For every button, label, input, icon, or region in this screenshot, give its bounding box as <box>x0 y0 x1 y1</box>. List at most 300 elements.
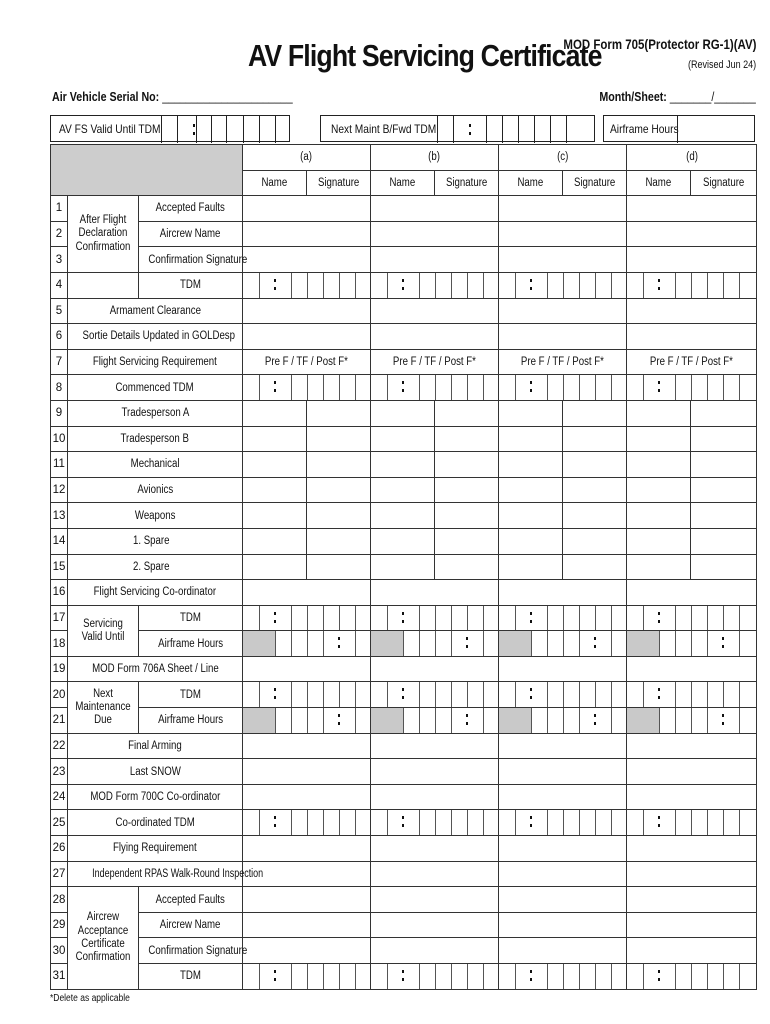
entry-cell[interactable] <box>563 503 627 529</box>
entry-cell[interactable] <box>243 221 371 247</box>
next-maint-label: Next Maint B/Fwd TDM <box>331 122 437 136</box>
table-row <box>51 938 757 964</box>
row-label: TDM <box>139 964 243 990</box>
row-number: 6 <box>51 324 68 350</box>
row-number: 7 <box>51 349 68 375</box>
entry-cell[interactable] <box>243 938 371 964</box>
entry-cell[interactable] <box>435 528 499 554</box>
entry-cell[interactable] <box>243 759 371 785</box>
hours-digit-boxes <box>627 631 756 656</box>
entry-cell[interactable] <box>691 528 757 554</box>
tdm-digit-boxes <box>243 682 370 707</box>
row-label: Accepted Faults <box>139 887 243 913</box>
entry-cell[interactable] <box>627 733 757 759</box>
tdm-entry[interactable] <box>627 272 757 298</box>
entry-cell[interactable] <box>307 528 371 554</box>
tdm-entry[interactable] <box>243 272 371 298</box>
top-info-bar <box>50 115 755 143</box>
row-number: 4 <box>51 272 68 298</box>
entry-cell[interactable] <box>627 221 757 247</box>
entry-cell[interactable] <box>243 656 371 682</box>
servicing-valid-until-label: Servicing Valid Until <box>68 605 139 656</box>
entry-cell[interactable] <box>243 554 307 580</box>
row-label: Flight Servicing Requirement <box>68 349 243 375</box>
entry-cell[interactable] <box>499 503 563 529</box>
entry-cell[interactable] <box>243 784 371 810</box>
tdm-entry[interactable] <box>499 964 627 990</box>
row-number: 12 <box>51 477 68 503</box>
entry-cell[interactable] <box>627 196 757 222</box>
next-maintenance-due-label: Next Maintenance Due <box>68 682 139 733</box>
entry-cell[interactable] <box>627 400 691 426</box>
name-header: Name <box>371 170 435 196</box>
row-number: 13 <box>51 503 68 529</box>
entry-cell[interactable] <box>307 477 371 503</box>
entry-cell[interactable] <box>307 503 371 529</box>
row-label: Confirmation Signature <box>139 247 243 273</box>
tdm-entry[interactable] <box>627 605 757 631</box>
entry-cell[interactable] <box>627 503 691 529</box>
tdm-entry[interactable] <box>243 964 371 990</box>
tdm-entry[interactable] <box>499 375 627 401</box>
tdm-cell-divider <box>226 116 227 143</box>
entry-cell[interactable] <box>499 477 563 503</box>
entry-cell[interactable] <box>563 426 627 452</box>
month-sheet-field[interactable] <box>600 89 756 104</box>
footnote: *Delete as applicable <box>50 993 130 1004</box>
tdm-digit-boxes <box>499 273 626 298</box>
row-number: 22 <box>51 733 68 759</box>
entry-cell[interactable] <box>243 247 371 273</box>
entry-cell[interactable] <box>371 656 499 682</box>
table-row <box>51 247 757 273</box>
row-number: 19 <box>51 656 68 682</box>
entry-cell[interactable] <box>371 452 435 478</box>
entry-cell[interactable] <box>371 759 499 785</box>
hours-digit-boxes <box>627 708 756 733</box>
table-row <box>51 656 757 682</box>
airframe-hours-divider <box>677 116 678 143</box>
entry-cell[interactable] <box>499 400 563 426</box>
row-label: Aircrew Name <box>139 912 243 938</box>
row-label: Confirmation Signature <box>139 938 243 964</box>
entry-cell[interactable] <box>499 836 627 862</box>
entry-cell[interactable] <box>243 400 307 426</box>
table-row <box>51 400 757 426</box>
entry-cell[interactable] <box>371 887 499 913</box>
row-number: 25 <box>51 810 68 836</box>
header-blank-cell <box>51 145 243 196</box>
entry-cell[interactable] <box>627 298 757 324</box>
revision-date: (Revised Jun 24) <box>687 59 756 71</box>
hours-entry[interactable] <box>371 708 499 734</box>
entry-cell[interactable] <box>499 861 627 887</box>
tdm-digit-boxes <box>499 682 626 707</box>
hours-digit-boxes <box>371 708 498 733</box>
table-row <box>51 810 757 836</box>
hours-entry[interactable] <box>243 708 371 734</box>
row-label: Final Arming <box>68 733 243 759</box>
entry-cell[interactable] <box>563 477 627 503</box>
table-row <box>51 784 757 810</box>
row-label: TDM <box>139 605 243 631</box>
tdm-cell-divider <box>211 116 212 143</box>
tdm-cell-divider <box>486 116 487 143</box>
entry-cell[interactable] <box>243 836 371 862</box>
row-number: 9 <box>51 400 68 426</box>
row-number: 30 <box>51 938 68 964</box>
entry-cell[interactable] <box>627 452 691 478</box>
entry-cell[interactable] <box>627 554 691 580</box>
fs-valid-label: AV FS Valid Until TDM <box>59 122 161 136</box>
month-sheet-label: Month/Sheet: <box>599 89 668 104</box>
entry-cell[interactable] <box>371 503 435 529</box>
name-header: Name <box>627 170 691 196</box>
tdm-digit-boxes <box>371 682 498 707</box>
table-row <box>51 887 757 913</box>
entry-cell[interactable] <box>627 528 691 554</box>
row-label: Mechanical <box>68 452 243 478</box>
entry-cell[interactable] <box>499 938 627 964</box>
hours-entry[interactable] <box>371 631 499 657</box>
tdm-entry[interactable] <box>627 682 757 708</box>
entry-cell[interactable] <box>371 324 499 350</box>
entry-cell[interactable] <box>435 426 499 452</box>
entry-cell[interactable] <box>627 759 757 785</box>
row-label: Co-ordinated TDM <box>68 810 243 836</box>
entry-cell[interactable] <box>691 400 757 426</box>
tdm-cell-divider <box>259 116 260 143</box>
tdm-digit-boxes <box>627 682 756 707</box>
row-number: 21 <box>51 708 68 734</box>
entry-cell[interactable] <box>627 784 757 810</box>
entry-cell[interactable] <box>499 452 563 478</box>
aircrew-acceptance-label: Aircrew Acceptance Certificate Confirmation <box>68 887 139 989</box>
tdm-entry[interactable] <box>371 682 499 708</box>
row-label: TDM <box>139 682 243 708</box>
hours-entry[interactable] <box>499 631 627 657</box>
tdm-entry[interactable] <box>371 964 499 990</box>
entry-cell[interactable] <box>691 452 757 478</box>
row-label: 2. Spare <box>68 554 243 580</box>
entry-cell[interactable] <box>435 452 499 478</box>
entry-cell[interactable] <box>691 426 757 452</box>
entry-cell[interactable] <box>371 298 499 324</box>
row-label: Avionics <box>68 477 243 503</box>
entry-cell[interactable] <box>243 477 307 503</box>
entry-cell[interactable] <box>307 426 371 452</box>
name-header: Name <box>243 170 307 196</box>
tdm-digit-boxes <box>371 375 498 400</box>
column-group-d: (d) <box>627 145 757 171</box>
entry-cell[interactable] <box>499 656 627 682</box>
entry-cell[interactable] <box>499 426 563 452</box>
entry-cell[interactable] <box>243 528 307 554</box>
entry-cell[interactable] <box>563 400 627 426</box>
table-row <box>51 554 757 580</box>
column-group-a: (a) <box>243 145 371 171</box>
tdm-entry[interactable] <box>243 682 371 708</box>
table-row <box>51 503 757 529</box>
entry-cell[interactable] <box>627 656 757 682</box>
form-title: AV Flight Servicing Certificate <box>248 38 602 73</box>
row-label: Armament Clearance <box>68 298 243 324</box>
entry-cell[interactable] <box>435 400 499 426</box>
entry-cell[interactable] <box>499 759 627 785</box>
entry-cell[interactable] <box>307 452 371 478</box>
entry-cell[interactable] <box>435 554 499 580</box>
hours-entry[interactable] <box>499 708 627 734</box>
signature-header: Signature <box>307 170 371 196</box>
entry-cell[interactable] <box>499 554 563 580</box>
entry-cell[interactable] <box>627 912 757 938</box>
tdm-cell-divider <box>550 116 551 143</box>
table-row <box>51 708 757 734</box>
entry-cell[interactable] <box>371 912 499 938</box>
tdm-entry[interactable] <box>243 810 371 836</box>
table-row <box>51 912 757 938</box>
tdm-cell-divider <box>566 116 567 143</box>
tdm-entry[interactable] <box>499 682 627 708</box>
signature-header: Signature <box>691 170 757 196</box>
servicing-table <box>50 144 757 990</box>
tdm-cell-divider <box>453 116 454 143</box>
tdm-entry[interactable] <box>499 605 627 631</box>
row-label: Flight Servicing Co-ordinator <box>68 580 243 606</box>
entry-cell[interactable] <box>627 861 757 887</box>
entry-cell[interactable] <box>371 400 435 426</box>
hours-entry[interactable] <box>627 631 757 657</box>
entry-cell[interactable] <box>371 221 499 247</box>
entry-cell[interactable] <box>691 554 757 580</box>
hours-entry[interactable] <box>627 708 757 734</box>
row-label: Last SNOW <box>68 759 243 785</box>
row-label: 1. Spare <box>68 528 243 554</box>
entry-cell[interactable] <box>691 477 757 503</box>
hours-digit-boxes <box>371 631 498 656</box>
entry-cell[interactable] <box>499 247 627 273</box>
entry-cell[interactable] <box>627 426 691 452</box>
row-number: 23 <box>51 759 68 785</box>
entry-cell[interactable] <box>563 554 627 580</box>
hours-entry[interactable] <box>243 631 371 657</box>
row-number: 10 <box>51 426 68 452</box>
entry-cell[interactable] <box>499 196 627 222</box>
entry-cell[interactable] <box>435 503 499 529</box>
entry-cell[interactable] <box>563 452 627 478</box>
row-number: 3 <box>51 247 68 273</box>
entry-cell[interactable] <box>371 580 499 606</box>
entry-cell[interactable] <box>243 580 371 606</box>
entry-cell[interactable] <box>499 580 627 606</box>
entry-cell[interactable] <box>243 503 307 529</box>
tdm-digit-boxes <box>627 273 756 298</box>
tdm-entry[interactable] <box>371 810 499 836</box>
entry-cell[interactable] <box>627 247 757 273</box>
tdm-entry[interactable] <box>499 810 627 836</box>
row-number: 2 <box>51 221 68 247</box>
form-number: MOD Form 705(Protector RG-1)(AV) <box>562 36 756 52</box>
entry-cell[interactable] <box>243 298 371 324</box>
tdm-digit-boxes <box>627 964 756 989</box>
airframe-hours-box[interactable] <box>603 115 755 142</box>
tdm-entry[interactable] <box>627 375 757 401</box>
name-header: Name <box>499 170 563 196</box>
entry-cell[interactable] <box>371 861 499 887</box>
tdm-entry[interactable] <box>627 964 757 990</box>
tdm-cell-divider <box>243 116 244 143</box>
row-label: Airframe Hours <box>139 631 243 657</box>
tdm-digit-boxes <box>627 606 756 631</box>
row-number: 24 <box>51 784 68 810</box>
entry-cell[interactable] <box>627 324 757 350</box>
entry-cell[interactable] <box>371 196 499 222</box>
entry-cell[interactable] <box>307 400 371 426</box>
entry-cell[interactable] <box>307 554 371 580</box>
colon-mark <box>469 132 471 135</box>
tdm-digit-boxes <box>243 606 370 631</box>
entry-cell[interactable] <box>371 784 499 810</box>
entry-cell[interactable] <box>627 887 757 913</box>
serial-field[interactable] <box>52 89 293 104</box>
entry-cell[interactable] <box>243 426 307 452</box>
servicing-type-option[interactable]: Pre F / TF / Post F* <box>627 349 757 375</box>
entry-cell[interactable] <box>371 426 435 452</box>
row-number: 28 <box>51 887 68 913</box>
entry-cell[interactable] <box>627 938 757 964</box>
tdm-digit-boxes <box>627 375 756 400</box>
tdm-cell-divider <box>534 116 535 143</box>
fs-valid-tdm-box[interactable] <box>50 115 290 142</box>
entry-cell[interactable] <box>499 733 627 759</box>
entry-cell[interactable] <box>243 452 307 478</box>
row-number: 15 <box>51 554 68 580</box>
servicing-type-option[interactable]: Pre F / TF / Post F* <box>499 349 627 375</box>
entry-cell[interactable] <box>499 784 627 810</box>
table-row <box>51 580 757 606</box>
table-row <box>51 836 757 862</box>
tdm-entry[interactable] <box>371 375 499 401</box>
table-row <box>51 528 757 554</box>
airframe-hours-label: Airframe Hours <box>610 122 679 136</box>
entry-cell[interactable] <box>243 196 371 222</box>
table-row <box>51 221 757 247</box>
row-number: 26 <box>51 836 68 862</box>
table-row <box>51 631 757 657</box>
entry-cell[interactable] <box>435 477 499 503</box>
entry-cell[interactable] <box>627 477 691 503</box>
entry-cell[interactable] <box>243 912 371 938</box>
entry-cell[interactable] <box>499 298 627 324</box>
tdm-entry[interactable] <box>371 605 499 631</box>
table-row <box>51 375 757 401</box>
month-sheet-line[interactable]: _______/_______ <box>670 89 756 104</box>
column-group-c: (c) <box>499 145 627 171</box>
entry-cell[interactable] <box>499 912 627 938</box>
entry-cell[interactable] <box>243 887 371 913</box>
tdm-entry[interactable] <box>243 605 371 631</box>
entry-cell[interactable] <box>371 554 435 580</box>
row-number: 14 <box>51 528 68 554</box>
hours-digit-boxes <box>243 631 370 656</box>
entry-cell[interactable] <box>499 221 627 247</box>
table-row <box>51 477 757 503</box>
tdm-digit-boxes <box>627 810 756 835</box>
row-label: Flying Requirement <box>68 836 243 862</box>
tdm-entry[interactable] <box>627 810 757 836</box>
header-row-groups <box>51 145 757 171</box>
row-number: 18 <box>51 631 68 657</box>
tdm-digit-boxes <box>243 810 370 835</box>
entry-cell[interactable] <box>627 836 757 862</box>
entry-cell[interactable] <box>371 836 499 862</box>
servicing-type-option[interactable]: Pre F / TF / Post F* <box>243 349 371 375</box>
table-row <box>51 426 757 452</box>
hours-digit-boxes <box>499 708 626 733</box>
entry-cell[interactable] <box>371 247 499 273</box>
entry-cell[interactable] <box>499 528 563 554</box>
table-row <box>51 605 757 631</box>
entry-cell[interactable] <box>499 887 627 913</box>
tdm-digit-boxes <box>371 964 498 989</box>
tdm-digit-boxes <box>499 810 626 835</box>
tdm-entry[interactable] <box>371 272 499 298</box>
entry-cell[interactable] <box>691 503 757 529</box>
tdm-cell-divider <box>437 116 438 143</box>
entry-cell[interactable] <box>371 733 499 759</box>
row-label: MOD Form 700C Co-ordinator <box>68 784 243 810</box>
row-number: 5 <box>51 298 68 324</box>
row-label: Weapons <box>68 503 243 529</box>
row-label: MOD Form 706A Sheet / Line <box>68 656 243 682</box>
colon-mark <box>469 124 471 127</box>
tdm-digit-boxes <box>243 375 370 400</box>
entry-cell[interactable] <box>563 528 627 554</box>
entry-cell[interactable] <box>243 324 371 350</box>
table-row <box>51 964 757 990</box>
row-label: Tradesperson B <box>68 426 243 452</box>
serial-label: Air Vehicle Serial No: <box>52 89 160 104</box>
tdm-digit-boxes <box>499 375 626 400</box>
entry-cell[interactable] <box>371 938 499 964</box>
signature-header: Signature <box>563 170 627 196</box>
tdm-cell-divider <box>177 116 178 143</box>
serial-line[interactable]: ______________________ <box>162 89 293 104</box>
tdm-cell-divider <box>275 116 276 143</box>
table-row <box>51 324 757 350</box>
entry-cell[interactable] <box>371 477 435 503</box>
tdm-entry[interactable] <box>243 375 371 401</box>
tdm-digit-boxes <box>371 606 498 631</box>
table-row <box>51 682 757 708</box>
entry-cell[interactable] <box>243 733 371 759</box>
row-number: 27 <box>51 861 68 887</box>
tdm-entry[interactable] <box>499 272 627 298</box>
entry-cell[interactable] <box>371 528 435 554</box>
entry-cell[interactable] <box>499 324 627 350</box>
row-label: Commenced TDM <box>68 375 243 401</box>
entry-cell[interactable] <box>627 580 757 606</box>
next-maint-tdm-box[interactable] <box>320 115 595 142</box>
colon-mark <box>193 132 195 135</box>
servicing-type-option[interactable]: Pre F / TF / Post F* <box>371 349 499 375</box>
row-number: 29 <box>51 912 68 938</box>
after-flight-group-label: After Flight Declaration Confirmation <box>68 196 139 273</box>
table-row <box>51 861 757 887</box>
row-number: 1 <box>51 196 68 222</box>
tdm-digit-boxes <box>243 273 370 298</box>
row-label: TDM <box>139 272 243 298</box>
